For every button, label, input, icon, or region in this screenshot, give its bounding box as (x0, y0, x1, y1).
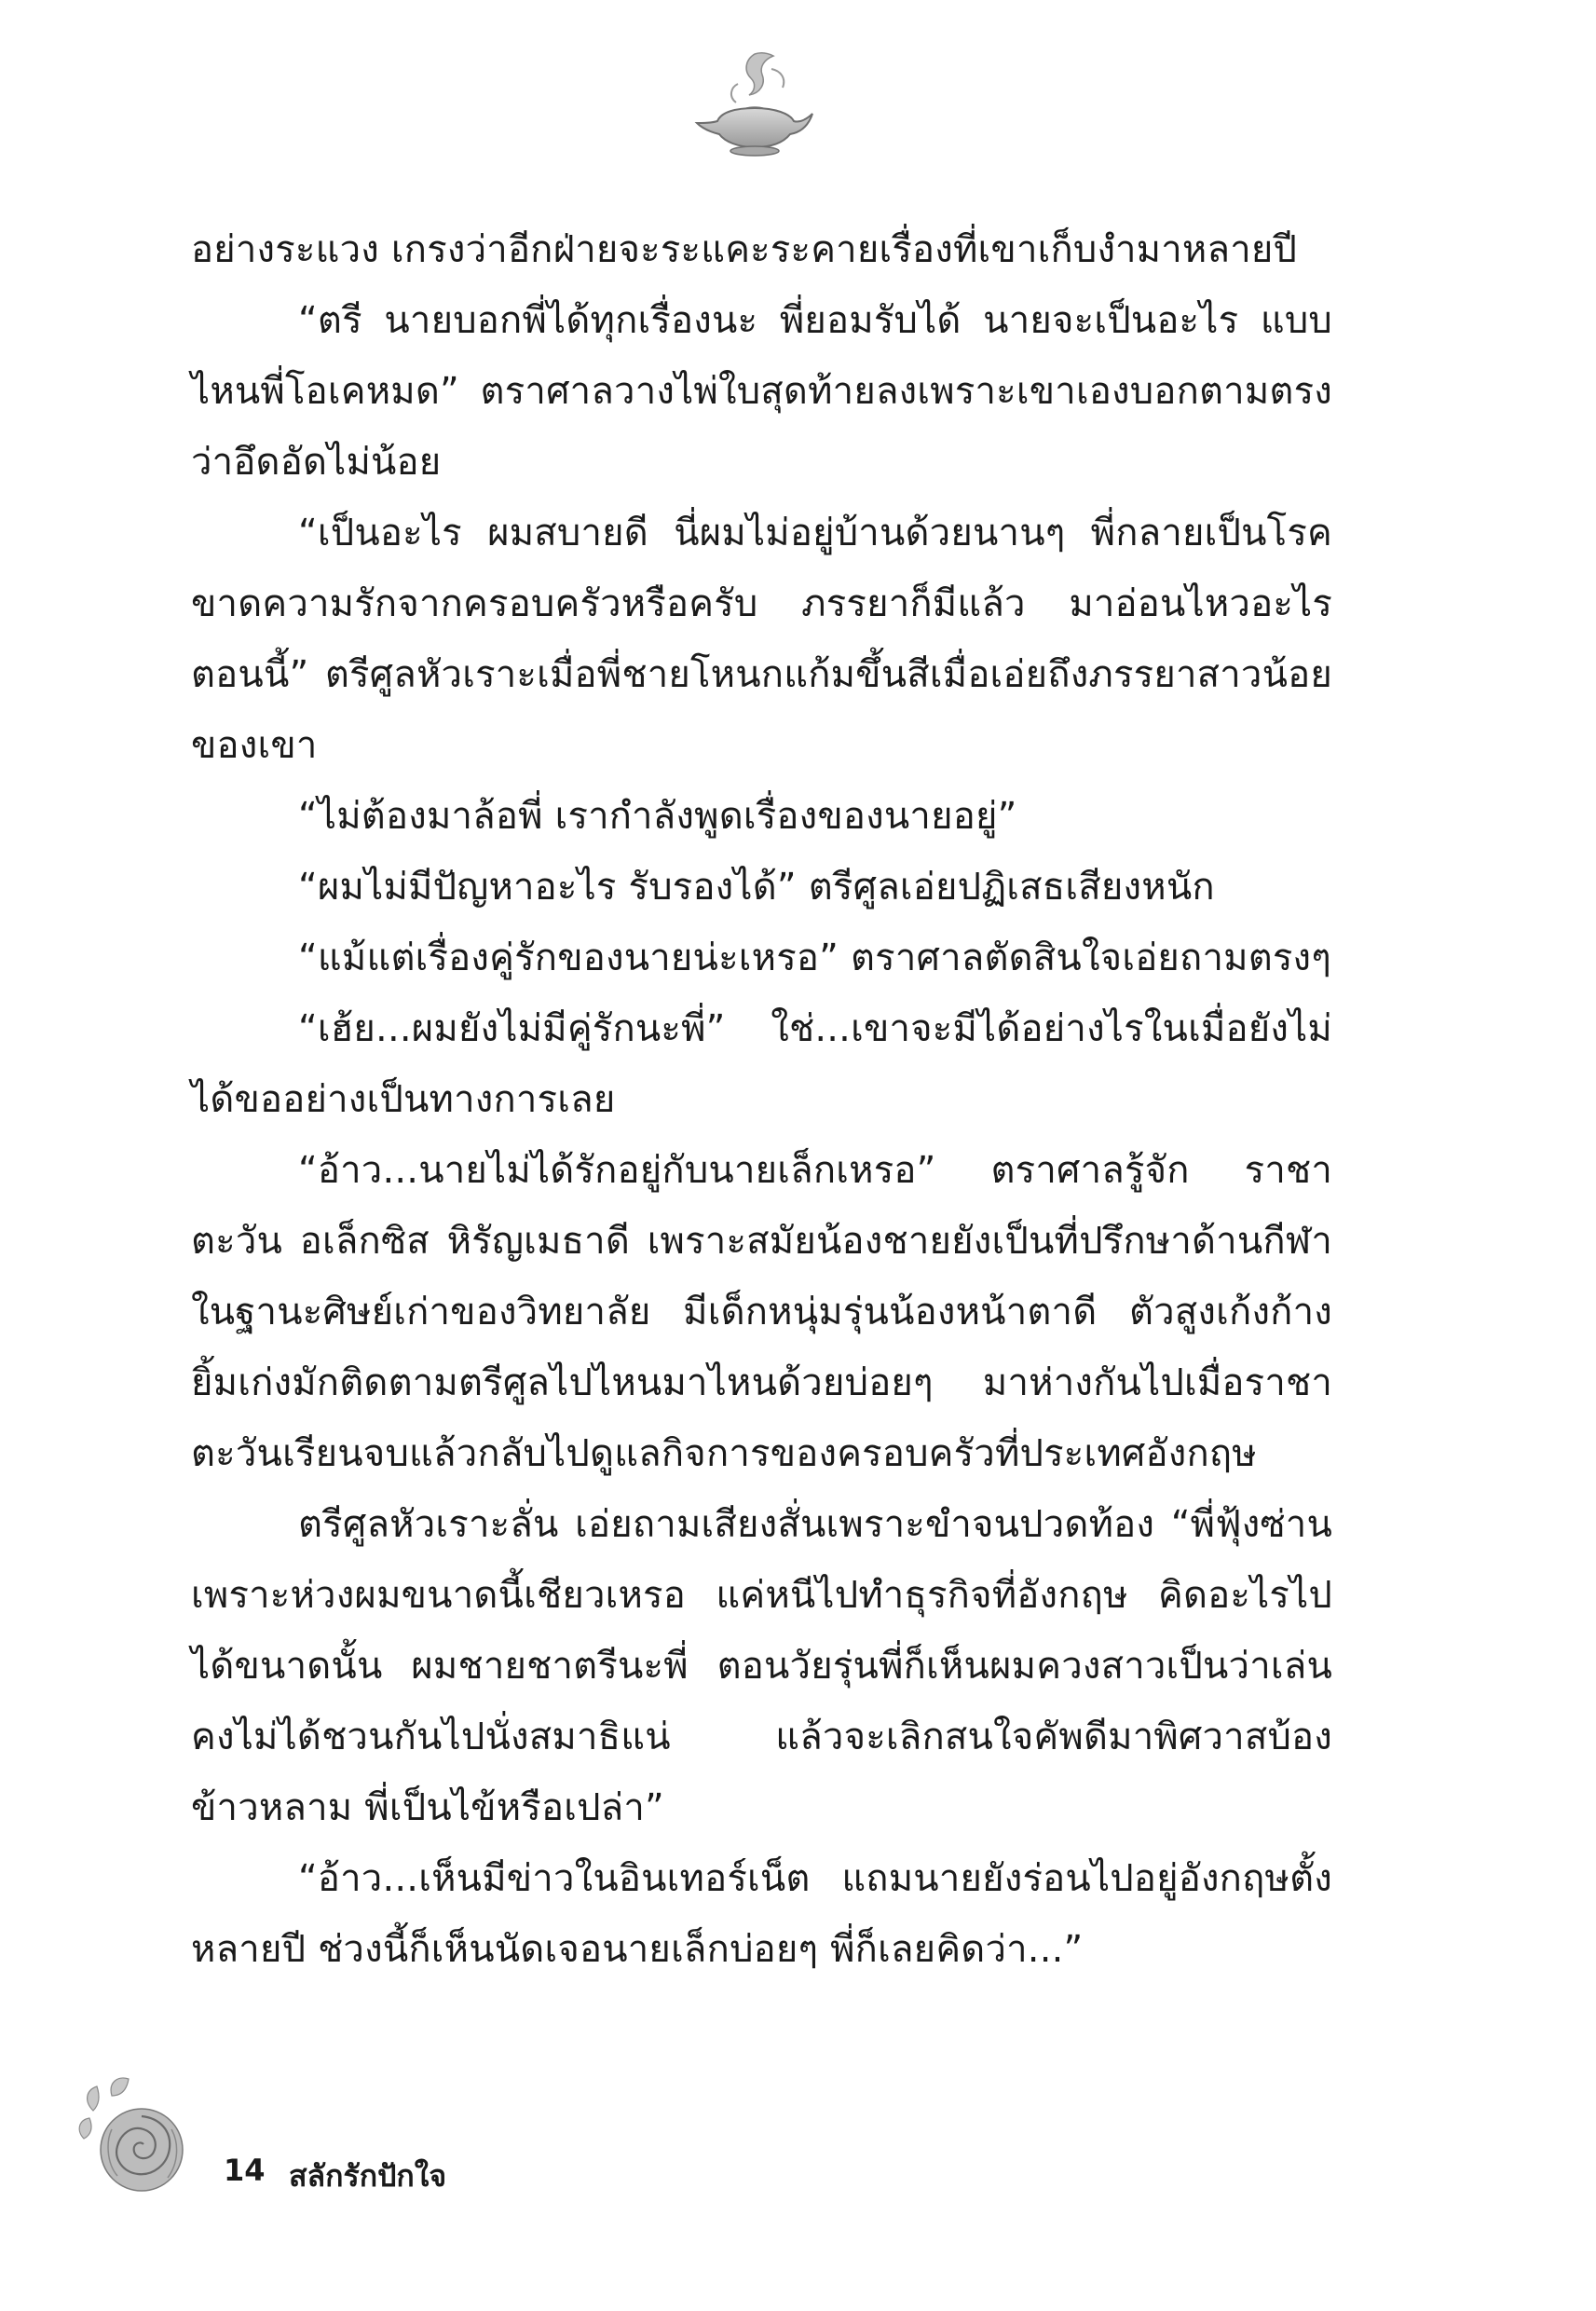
genie-lamp-ornament-icon (689, 47, 820, 158)
paragraph: “แม้แต่เรื่องคู่รักของนายน่ะเหรอ” ตราศาลตัดสินใจเอ่ยถามตรงๆ (298, 937, 1331, 979)
paragraph: “ไม่ต้องมาล้อพี่ เรากำลังพูดเรื่องของนายอยู่” (298, 795, 1017, 838)
paragraph: “เฮ้ย...ผมยังไม่มีคู่รักนะพี่” ใช่...เขาจะมีได้อย่างไรในเมื่อยังไม่ได้ขออย่างเป็นทางการเลย (191, 1007, 1332, 1121)
book-title: สลักรักปักใจ (289, 2158, 447, 2194)
body-text (191, 214, 1332, 1985)
page-number: 14 (224, 2153, 266, 2188)
paragraph: “เป็นอะไร ผมสบายดี นี่ผมไม่อยู่บ้านด้วยนานๆ พี่กลายเป็นโรคขาดความรักจากครอบครัวหรือครับ ภรรยาก็มีแล้ว มาอ่อนไหวอะไรตอนนี้” ตรีศูลหัวเราะเมื่อพี่ชายโหนกแก้มขึ้นสีเมื่อเอ่ยถึงภรรยาสาวน้อยของเขา (191, 512, 1332, 767)
paragraph: “ตรี นายบอกพี่ได้ทุกเรื่องนะ พี่ยอมรับได้ นายจะเป็นอะไร แบบไหนพี่โอเคหมด” ตราศาลวางไพ่ใบสุดท้ายลงเพราะเขาเองบอกตามตรงว่าอึดอัดไม่น้อย (191, 299, 1332, 484)
paragraph: “อ้าว...นายไม่ได้รักอยู่กับนายเล็กเหรอ” ตราศาลรู้จัก ราชาตะวัน อเล็กซิส หิรัญเมธาดี เพราะสมัยน้องชายยังเป็นที่ปรึกษาด้านกีฬาในฐานะศิษย์เก่าของวิทยาลัย มีเด็กหนุ่มรุ่นน้องหน้าตาดี ตัวสูงเก้งก้างยิ้มเก่งมักติดตามตรีศูลไปไหนมาไหนด้วยบ่อยๆ มาห่างกันไปเมื่อราชาตะวันเรียนจบแล้วกลับไปดูแลกิจการของครอบครัวที่ประเทศอังกฤษ (191, 1149, 1332, 1475)
paragraph: “อ้าว...เห็นมีข่าวในอินเทอร์เน็ต แถมนายยังร่อนไปอยู่อังกฤษตั้งหลายปี ช่วงนี้ก็เห็นนัดเจอนายเล็กบ่อยๆ พี่ก็เลยคิดว่า...” (191, 1857, 1332, 1971)
paragraph: ตรีศูลหัวเราะลั่น เอ่ยถามเสียงสั่นเพราะขำจนปวดท้อง “พี่ฟุ้งซ่านเพราะห่วงผมขนาดนี้เชียวเหรอ แค่หนีไปทำธุรกิจที่อังกฤษ คิดอะไรไปได้ขนาดนั้น ผมชายชาตรีนะพี่ ตอนวัยรุ่นพี่ก็เห็นผมควงสาวเป็นว่าเล่น คงไม่ได้ชวนกันไปนั่งสมาธิแน่ แล้วจะเลิกสนใจคัพดีมาพิศวาสบ้องข้าวหลาม พี่เป็นไข้หรือเปล่า” (191, 1503, 1332, 1829)
page-footer (75, 2073, 634, 2204)
paragraph: อย่างระแวง เกรงว่าอีกฝ่ายจะระแคะระคายเรื่องที่เขาเก็บงำมาหลายปี (191, 228, 1298, 271)
rose-ornament-icon (75, 2073, 214, 2204)
paragraph: “ผมไม่มีปัญหาอะไร รับรองได้” ตรีศูลเอ่ยปฏิเสธเสียงหนัก (298, 866, 1215, 909)
